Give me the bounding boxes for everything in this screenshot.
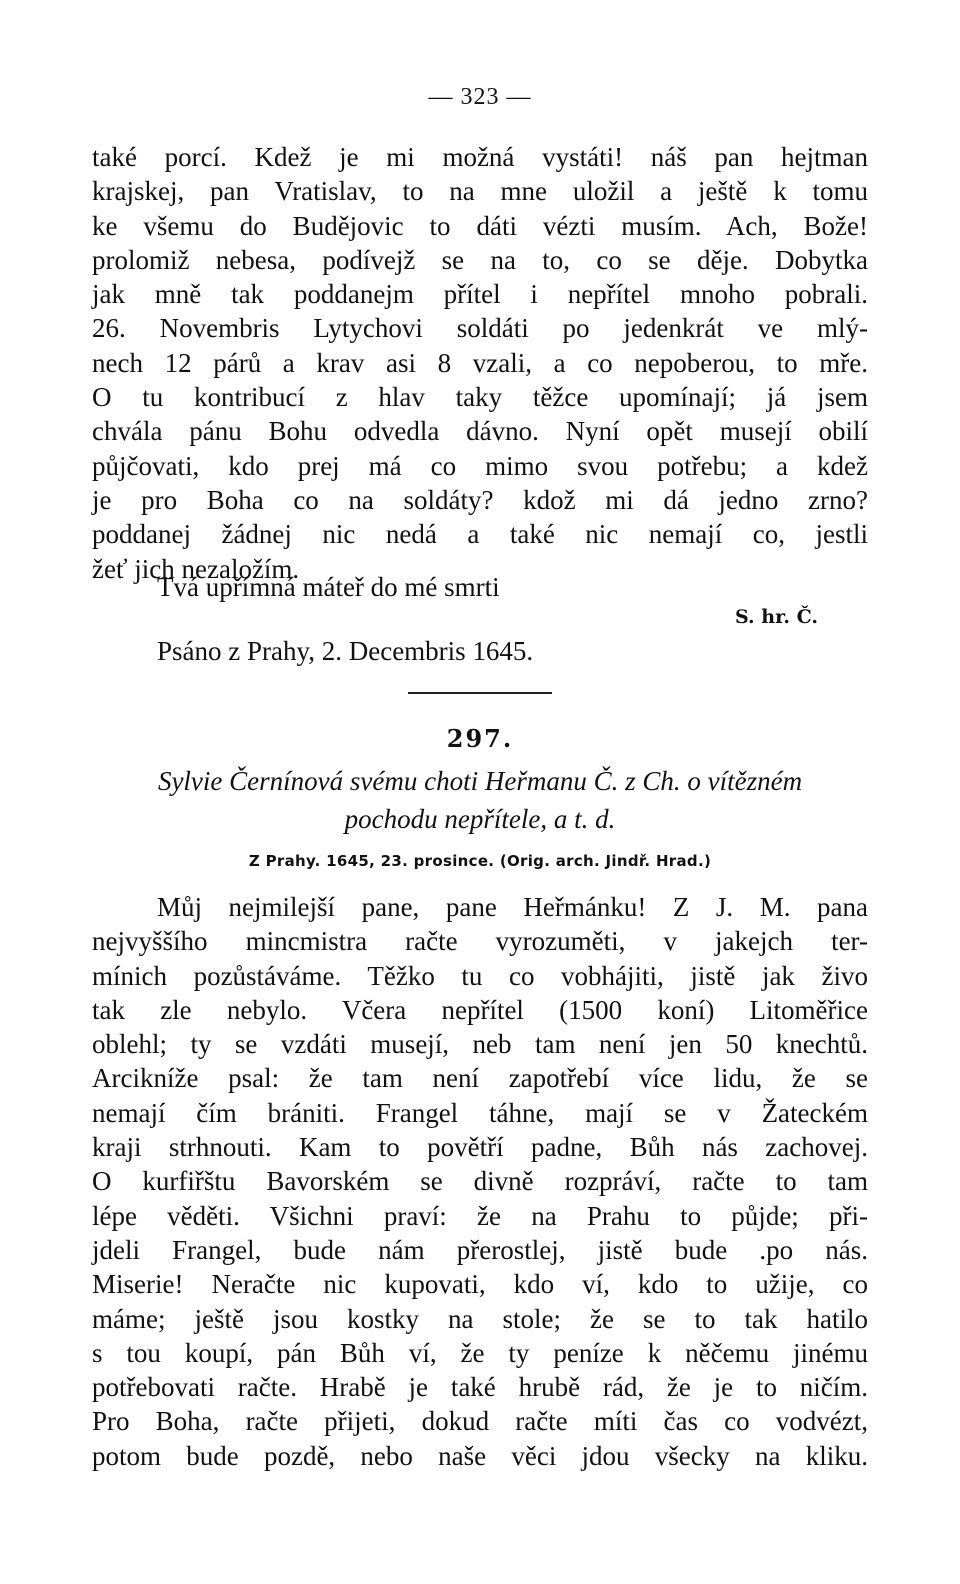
page-number: — 323 — bbox=[428, 84, 532, 110]
letter-signature: S. hr. Č. bbox=[735, 606, 818, 628]
text-line: Arcikníže psal: že tam není zapotřebí více lidu, že se bbox=[92, 1063, 868, 1094]
letter-closing: Tvá upřímná máteř do mé smrti bbox=[157, 572, 500, 602]
letter-a-body bbox=[92, 140, 868, 586]
text-line: potom bude pozdě, nebo naše věci jdou všecky na kliku. bbox=[92, 1440, 868, 1471]
text-line: nejvyššího mincmistra račte vyrozuměti, v jakejch ter- bbox=[92, 926, 868, 957]
letter-heading-line: Sylvie Černínová svému choti Heřmanu Č. z Ch. o vítězném bbox=[157, 766, 803, 796]
text-line: mínich pozůstáváme. Těžko tu co vobhájiti, jistě jak živo bbox=[92, 960, 868, 991]
letter-number: 297. bbox=[446, 724, 514, 753]
text-line: lépe věděti. Všichni praví: že na Prahu to půjde; při- bbox=[92, 1200, 868, 1231]
text-line: je pro Boha co na soldáty? kdož mi dá jedno zrno? bbox=[92, 484, 868, 515]
letter-heading-line: pochodu nepřítele, a t. d. bbox=[344, 804, 616, 834]
text-line: oblehl; ty se vzdáti musejí, neb tam není jen 50 knechtů. bbox=[92, 1029, 868, 1060]
text-line: jak mně tak poddanejm přítel i nepřítel mnoho pobrali. bbox=[92, 279, 868, 310]
text-line: nemají čím brániti. Frangel táhne, mají se v Žateckém bbox=[92, 1097, 868, 1128]
text-line: kraji strhnouti. Kam to povětří padne, Bůh nás zachovej. bbox=[92, 1132, 868, 1163]
text-line: jdeli Frangel, bude nám přerostlej, jistě bude .po nás. bbox=[92, 1234, 868, 1265]
text-line: také porcí. Kdež je mi možná vystáti! náš pan hejtman bbox=[92, 142, 868, 172]
text-line: chvála pánu Bohu odvedla dávno. Nyní opět musejí obilí bbox=[92, 416, 868, 447]
text-line: tak zle nebylo. Včera nepřítel (1500 koní) Litoměřice bbox=[92, 994, 868, 1025]
text-line: Miserie! Neračte nic kupovati, kdo ví, kdo to užije, co bbox=[92, 1269, 868, 1300]
text-line: 26. Novembris Lytychovi soldáti po jedenkrát ve mlý- bbox=[92, 313, 868, 344]
text-line: ke všemu do Budějovic to dáti vézti musím. Ach, Bože! bbox=[92, 210, 868, 241]
section-divider bbox=[408, 692, 552, 694]
text-line: žeť jich nezaložím. bbox=[92, 553, 300, 584]
text-line: prolomiž nebesa, podívejž se na to, co se děje. Dobytka bbox=[92, 244, 868, 275]
source-note: Z Prahy. 1645, 23. prosince. (Orig. arch. Jindř. Hrad.) bbox=[248, 852, 712, 870]
text-line: Můj nejmilejší pane, pane Heřmánku! Z J. M. pana bbox=[157, 892, 868, 922]
letter-b-body bbox=[92, 890, 868, 1473]
text-line: s tou koupí, pán Bůh ví, že ty peníze k něčemu jinému bbox=[92, 1337, 868, 1368]
text-line: krajskej, pan Vratislav, to na mne uložil a ještě k tomu bbox=[92, 176, 868, 207]
text-line: nech 12 párů a krav asi 8 vzali, a co nepoberou, to mře. bbox=[92, 347, 868, 378]
text-line: Pro Boha, račte přijeti, dokud račte míti čas co vodvézt, bbox=[92, 1406, 868, 1437]
text-line: poddanej žádnej nic nedá a také nic nemají co, jestli bbox=[92, 519, 868, 550]
text-line: máme; ještě jsou kostky na stole; že se to tak hatilo bbox=[92, 1303, 868, 1334]
letter-dateline: Psáno z Prahy, 2. Decembris 1645. bbox=[157, 636, 534, 666]
text-line: O kurfiřštu Bavorském se divně rozpráví, račte to tam bbox=[92, 1166, 868, 1197]
text-line: O tu kontribucí z hlav taky těžce upomínají; já jsem bbox=[92, 382, 868, 413]
text-line: potřebovati račte. Hrabě je také hrubě rád, že je to ničím. bbox=[92, 1372, 868, 1403]
text-line: půjčovati, kdo prej má co mimo svou potřebu; a kdež bbox=[92, 450, 868, 481]
